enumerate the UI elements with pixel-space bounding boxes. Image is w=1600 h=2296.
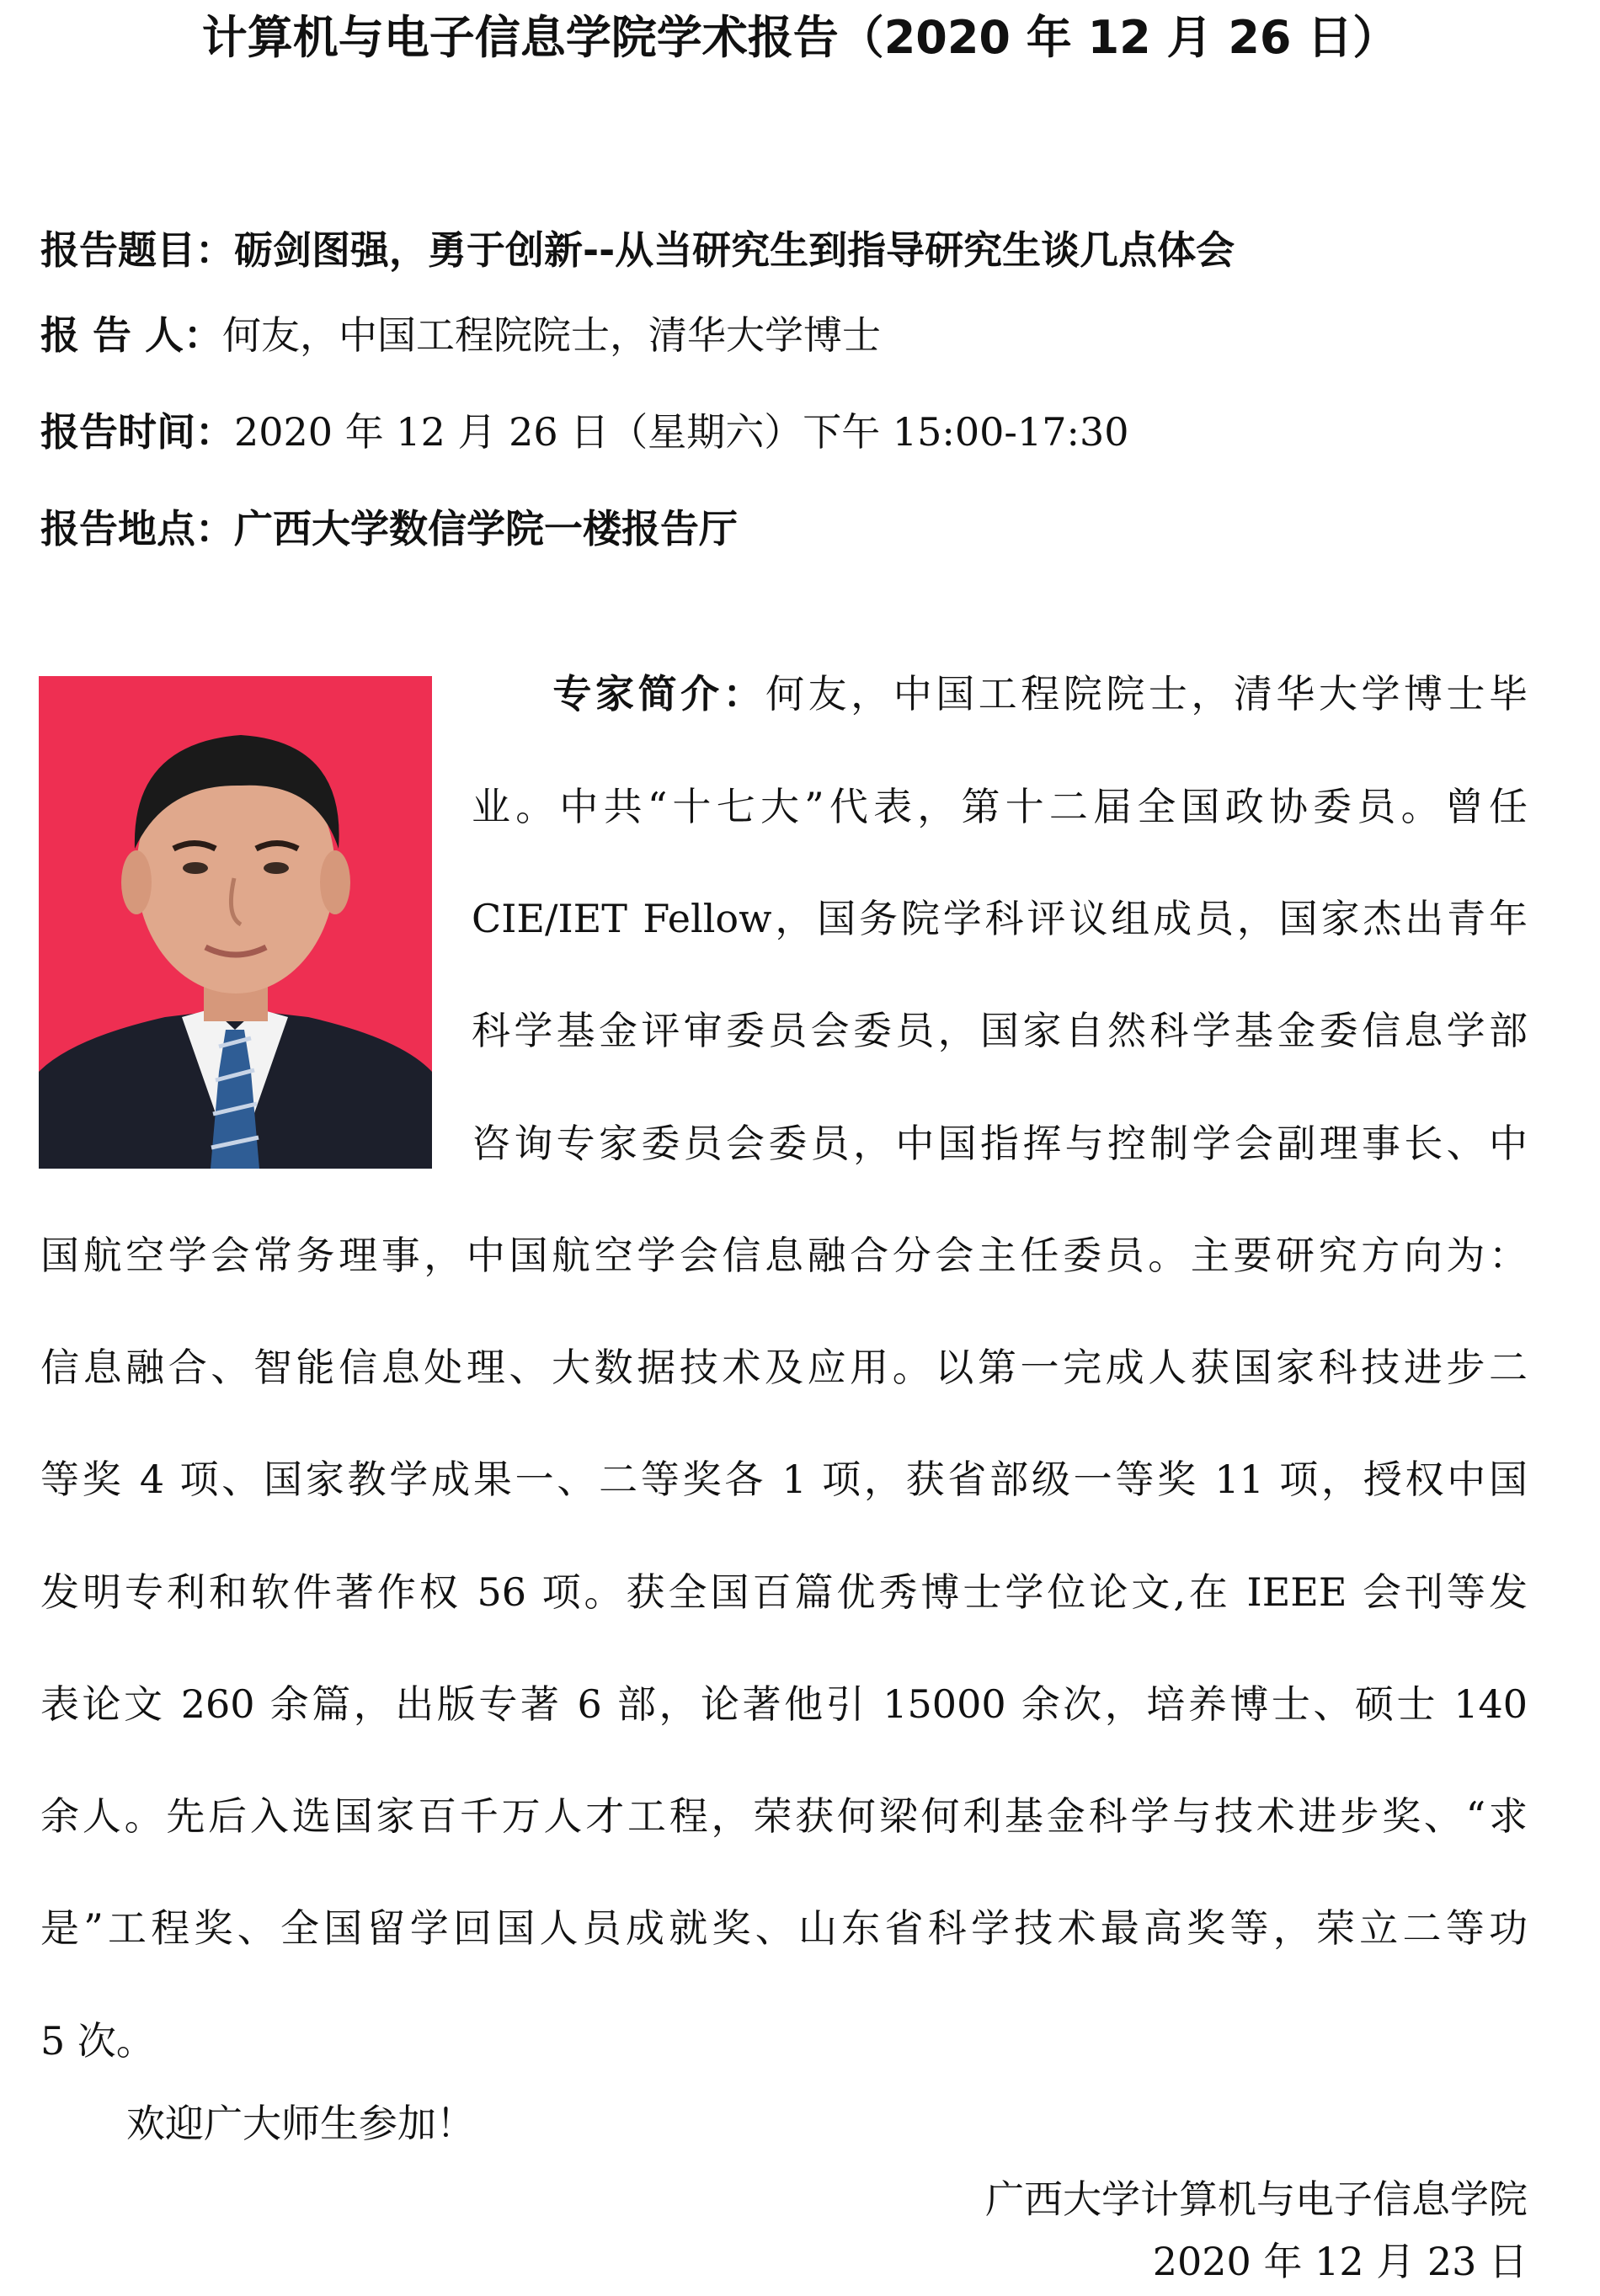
info-row-topic <box>40 225 1235 275</box>
speaker-photo <box>39 676 432 1169</box>
info-label: 报 告 人： <box>40 312 223 358</box>
info-value: 2020 年 12 月 26 日（星期六）下午 15:00-17:30 <box>234 409 1129 455</box>
bio-line: 信息融合、智能信息处理、大数据技术及应用。以第一完成人获国家科技进步二 <box>40 1345 1528 1390</box>
page-title: 计算机与电子信息学院学术报告（2020 年 12 月 26 日） <box>201 11 1399 64</box>
bio-line: 余人。先后入选国家百千万人才工程，荣获何梁何利基金科学与技术进步奖、“求 <box>40 1793 1528 1839</box>
info-value: 何友，中国工程院院士，清华大学博士 <box>222 312 882 358</box>
info-label: 报告时间： <box>40 409 234 455</box>
signature-date: 2020 年 12 月 23 日 <box>1152 2239 1528 2284</box>
bio-line: 等奖 4 项、国家教学成果一、二等奖各 1 项，获省部级一等奖 11 项，授权中国 <box>40 1457 1528 1502</box>
bio-line: 科学基金评审委员会委员，国家自然科学基金委信息学部 <box>472 1008 1528 1053</box>
bio-line: 咨询专家委员会委员，中国指挥与控制学会副理事长、中 <box>472 1121 1528 1166</box>
bio-line: 业。中共“十七大”代表，第十二届全国政协委员。曾任 <box>472 784 1528 829</box>
info-row-speaker <box>40 310 881 360</box>
bio-line: CIE/IET Fellow，国务院学科评议组成员，国家杰出青年 <box>472 896 1528 941</box>
bio-line <box>472 669 1528 719</box>
bio-line: 国航空学会常务理事，中国航空学会信息融合分会主任委员。主要研究方向为： <box>40 1233 1528 1278</box>
bio-line: 发明专利和软件著作权 56 项。获全国百篇优秀博士学位论文,在 IEEE 会刊等发 <box>40 1569 1528 1615</box>
signature-org: 广西大学计算机与电子信息学院 <box>985 2176 1528 2222</box>
bio-label: 专家简介： <box>549 671 766 717</box>
speaker-portrait-illustration <box>39 676 432 1169</box>
bio-line: 5 次。 <box>40 2018 155 2064</box>
bio-line: 表论文 260 余篇，出版专著 6 部，论著他引 15000 余次，培养博士、硕士 140 <box>40 1681 1528 1727</box>
bio-text: 何友，中国工程院院士，清华大学博士毕 <box>765 671 1528 717</box>
welcome-text: 欢迎广大师生参加！ <box>126 2101 475 2146</box>
info-label: 报告题目： <box>40 227 234 273</box>
info-row-venue <box>40 503 738 554</box>
info-value: 广西大学数信学院一楼报告厅 <box>234 506 738 551</box>
bio-line: 是”工程奖、全国留学回国人员成就奖、山东省科学技术最高奖等，荣立二等功 <box>40 1905 1528 1951</box>
info-value: 砺剑图强，勇于创新--从当研究生到指导研究生谈几点体会 <box>234 227 1235 273</box>
info-label: 报告地点： <box>40 506 234 551</box>
info-row-time <box>40 407 1129 457</box>
